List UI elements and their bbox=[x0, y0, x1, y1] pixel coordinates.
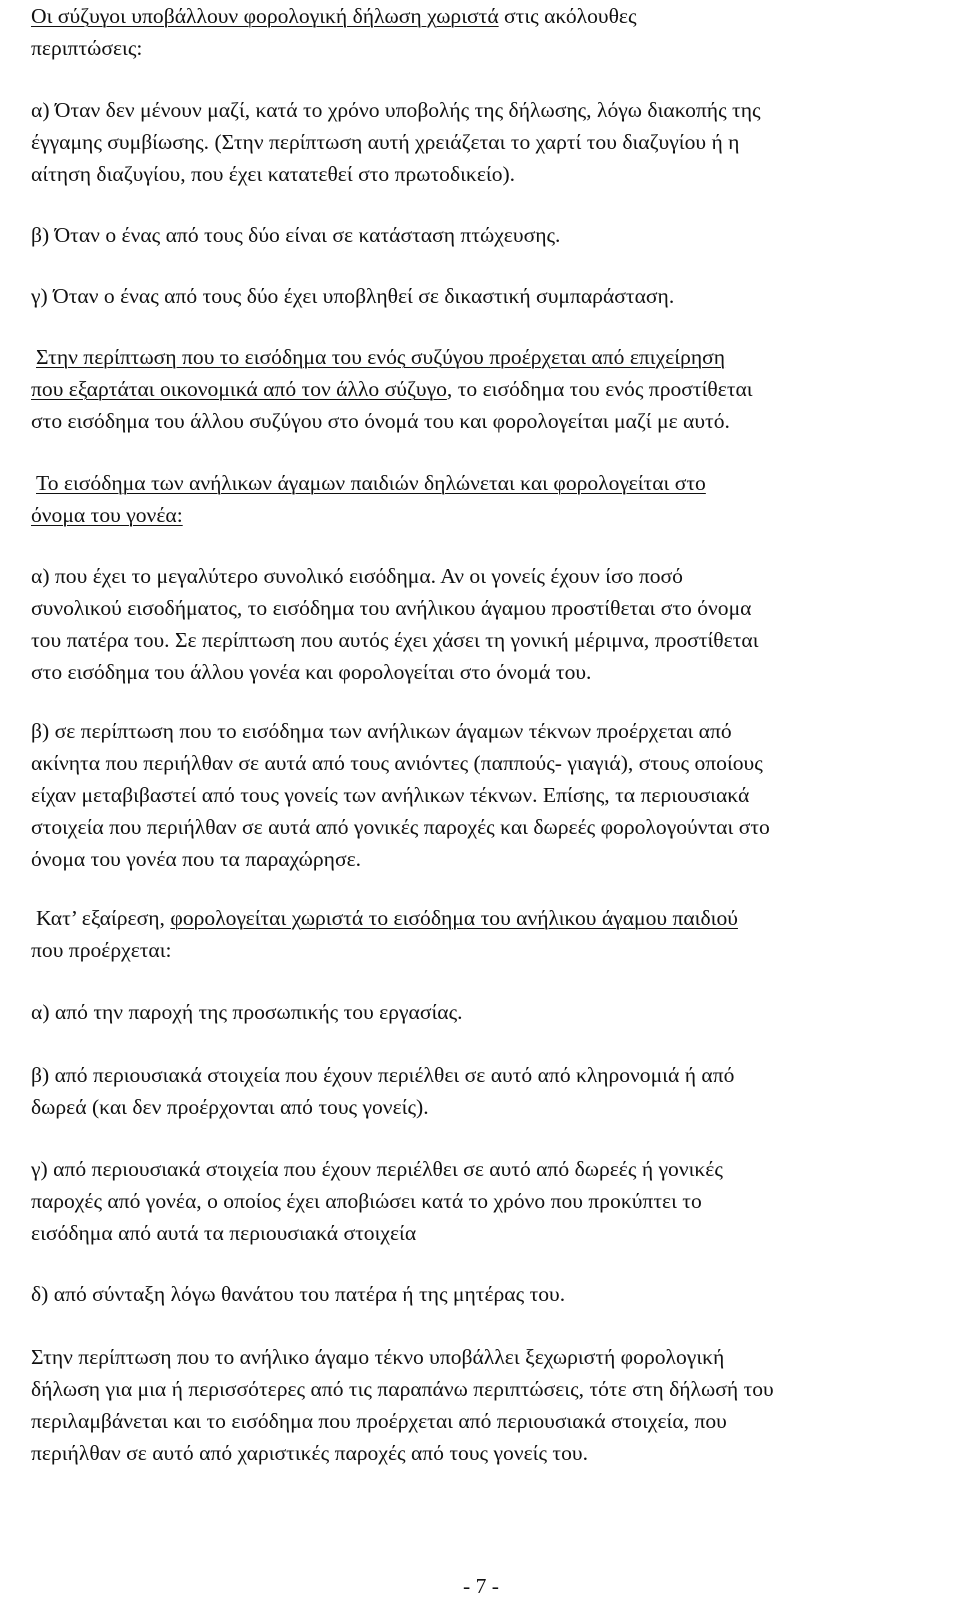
exception-underlined-text: φορολογείται χωριστά το εισόδημα του ανήλικου άγαμου παιδιού bbox=[170, 906, 738, 930]
case-a-line-3: αίτηση διαζυγίου, που έχει κατατεθεί στο πρωτοδικείο). bbox=[31, 162, 516, 186]
minors-b-line-5: όνομα του γονέα που τα παραχώρησε. bbox=[31, 847, 362, 871]
minors-underlined-text-2: όνομα του γονέα: bbox=[31, 503, 183, 527]
exception-line-1 bbox=[31, 902, 931, 934]
case-a-line-2: έγγαμης συμβίωσης. (Στην περίπτωση αυτή χρειάζεται το χαρτί του διαζυγίου ή η bbox=[31, 130, 740, 154]
exception-c-line-3: εισόδημα από αυτά τα περιουσιακά στοιχεία bbox=[31, 1221, 417, 1245]
exception-c-line-1: γ) από περιουσιακά στοιχεία που έχουν περιέλθει σε αυτό από δωρεές ή γονικές bbox=[31, 1157, 723, 1181]
minors-a-paragraph bbox=[31, 560, 931, 688]
case-c-line-1: γ) Όταν ο ένας από τους δύο έχει υποβληθεί σε δικαστική συμπαράσταση. bbox=[31, 284, 675, 308]
minors-line-2 bbox=[31, 499, 931, 531]
minors-line-1 bbox=[31, 467, 931, 499]
minors-a-line-1: α) που έχει το μεγαλύτερο συνολικό εισόδημα. Αν οι γονείς έχουν ίσο ποσό bbox=[31, 564, 683, 588]
intro-underlined-text: Οι σύζυγοι υποβάλλουν φορολογική δήλωση χωριστά bbox=[31, 4, 499, 28]
exception-a-line-1: α) από την παροχή της προσωπικής του εργασίας. bbox=[31, 1000, 463, 1024]
page-number: - 7 - bbox=[463, 1574, 499, 1598]
minors-b-line-1: β) σε περίπτωση που το εισόδημα των ανήλικων άγαμων τέκνων προέρχεται από bbox=[31, 719, 732, 743]
business-line-1 bbox=[31, 341, 931, 373]
business-line-3: στο εισόδημα του άλλου συζύγου στο όνομά του και φορολογείται μαζί με αυτό. bbox=[31, 409, 730, 433]
exception-a-paragraph bbox=[31, 996, 931, 1028]
minors-income-heading bbox=[31, 467, 931, 531]
exception-b-line-1: β) από περιουσιακά στοιχεία που έχουν περιέλθει σε αυτό από κληρονομιά ή από bbox=[31, 1063, 735, 1087]
closing-line-1: Στην περίπτωση που το ανήλικο άγαμο τέκνο υποβάλλει ξεχωριστή φορολογική bbox=[31, 1345, 725, 1369]
intro-line-1 bbox=[31, 0, 931, 32]
minors-underlined-text-1: Το εισόδημα των ανήλικων άγαμων παιδιών δηλώνεται και φορολογείται στο bbox=[36, 471, 706, 495]
business-underlined-text-1: Στην περίπτωση που το εισόδημα του ενός συζύγου προέρχεται από επιχείρηση bbox=[36, 345, 726, 369]
business-income-paragraph bbox=[31, 341, 931, 437]
business-line-2 bbox=[31, 373, 931, 405]
intro-line-2: περιπτώσεις: bbox=[31, 36, 143, 60]
minors-b-line-2: ακίνητα που περιήλθαν σε αυτά από τους ανιόντες (παππούς- γιαγιά), στους οποίους bbox=[31, 751, 763, 775]
exception-d-line-1: δ) από σύνταξη λόγω θανάτου του πατέρα ή της μητέρας του. bbox=[31, 1282, 566, 1306]
closing-line-3: περιλαμβάνεται και το εισόδημα που προέρχεται από περιουσιακά στοιχεία, που bbox=[31, 1409, 727, 1433]
exception-line-2: που προέρχεται: bbox=[31, 938, 172, 962]
intro-paragraph bbox=[31, 0, 931, 64]
case-c-paragraph bbox=[31, 280, 931, 312]
document-page bbox=[31, 0, 931, 1608]
closing-line-2: δήλωση για μια ή περισσότερες από τις παραπάνω περιπτώσεις, τότε στη δήλωσή του bbox=[31, 1377, 774, 1401]
intro-text: στις ακόλουθες bbox=[498, 4, 637, 28]
exception-b-paragraph bbox=[31, 1059, 931, 1123]
minors-b-line-3: είχαν μεταβιβαστεί από τους γονείς των ανήλικων τέκνων. Επίσης, τα περιουσιακά bbox=[31, 783, 750, 807]
exception-c-paragraph bbox=[31, 1153, 931, 1249]
minors-b-paragraph bbox=[31, 715, 931, 875]
exception-paragraph bbox=[31, 902, 931, 966]
minors-a-line-4: στο εισόδημα του άλλου γονέα και φορολογείται στο όνομά του. bbox=[31, 660, 592, 684]
closing-paragraph bbox=[31, 1341, 931, 1469]
exception-b-line-2: δωρεά (και δεν προέρχονται από τους γονείς). bbox=[31, 1095, 429, 1119]
minors-a-line-2: συνολικού εισοδήματος, το εισόδημα του ανήλικου άγαμου προστίθεται στο όνομα bbox=[31, 596, 752, 620]
exception-prefix: Κατ’ εξαίρεση, bbox=[36, 906, 171, 930]
business-text: , το εισόδημα του ενός προστίθεται bbox=[446, 377, 753, 401]
minors-b-line-4: στοιχεία που περιήλθαν σε αυτά από γονικές παροχές και δωρεές φορολογούνται στο bbox=[31, 815, 770, 839]
exception-d-paragraph bbox=[31, 1278, 931, 1310]
exception-c-line-2: παροχές από γονέα, ο οποίος έχει αποβιώσει κατά το χρόνο που προκύπτει το bbox=[31, 1189, 702, 1213]
case-b-paragraph bbox=[31, 219, 931, 251]
closing-line-4: περιήλθαν σε αυτό από χαριστικές παροχές από τους γονείς του. bbox=[31, 1441, 588, 1465]
business-underlined-text-2: που εξαρτάται οικονομικά από τον άλλο σύζυγο bbox=[31, 377, 447, 401]
case-b-line-1: β) Όταν ο ένας από τους δύο είναι σε κατάσταση πτώχευσης. bbox=[31, 223, 561, 247]
case-a-line-1: α) Όταν δεν μένουν μαζί, κατά το χρόνο υποβολής της δήλωσης, λόγω διακοπής της bbox=[31, 98, 761, 122]
minors-a-line-3: του πατέρα του. Σε περίπτωση που αυτός έχει χάσει τη γονική μέριμνα, προστίθεται bbox=[31, 628, 759, 652]
case-a-paragraph bbox=[31, 94, 931, 190]
